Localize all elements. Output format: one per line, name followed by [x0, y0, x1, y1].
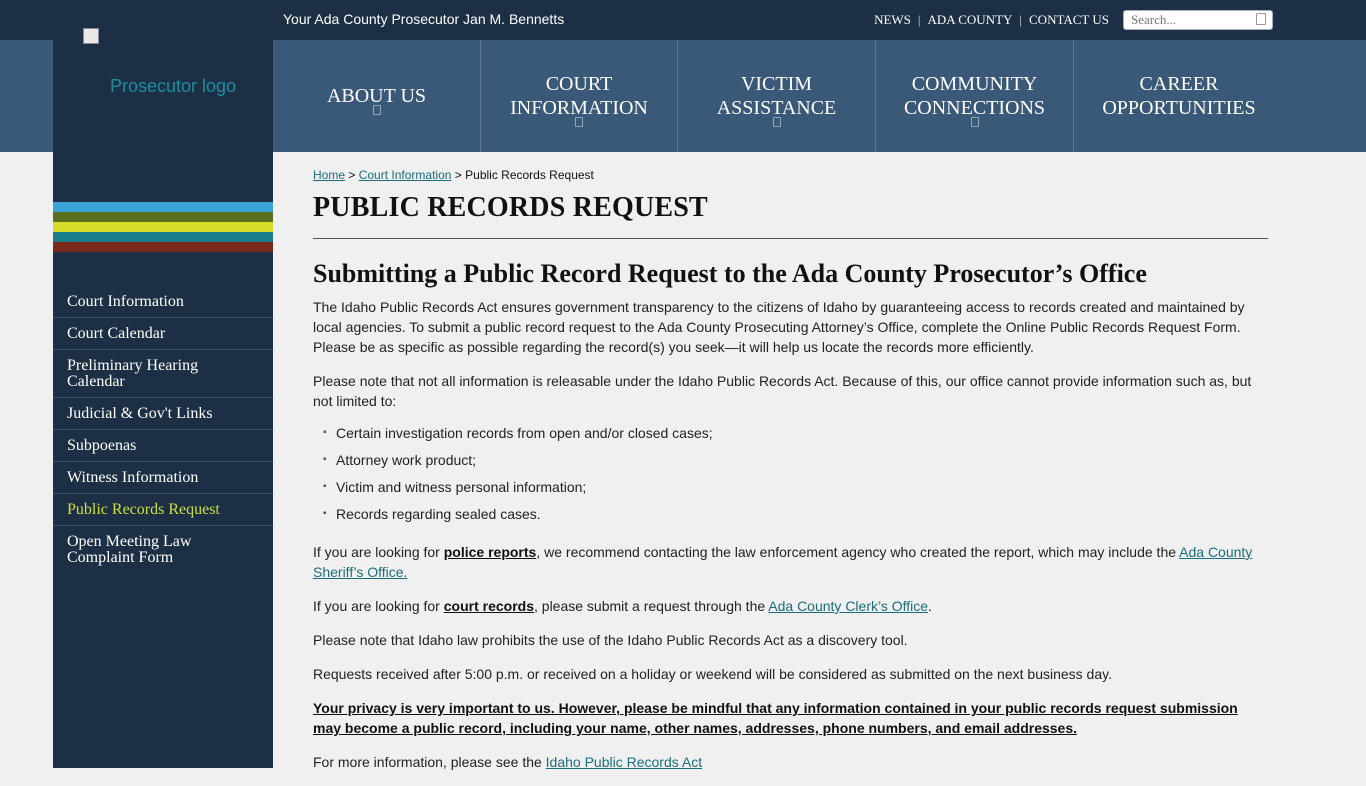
- nav-community-connections[interactable]: [876, 40, 1074, 152]
- sidebar-item-subpoenas[interactable]: Subpoenas: [53, 430, 273, 462]
- divider: |: [917, 12, 921, 27]
- privacy-notice-link[interactable]: Your privacy is very important to us. However, please be mindful that any information contained in your public records request submission may become a public record, including your name, other names, addresses, phone numbers, and email addresses.: [313, 700, 1238, 736]
- contact-us-link[interactable]: CONTACT US: [1029, 12, 1109, 27]
- news-link[interactable]: NEWS: [874, 12, 911, 27]
- stripe: [53, 212, 273, 222]
- broken-image-icon: [83, 28, 99, 44]
- limitation-note: Please note that not all information is releasable under the Idaho Public Records Act. Because of this, our office cannot provide information such as, but not limited to:: [313, 373, 1252, 409]
- stripe: [53, 222, 273, 232]
- court-records-paragraph: [313, 596, 1268, 616]
- list-item: ▪ Victim and witness personal information;: [323, 477, 1268, 497]
- main-content: [313, 168, 1268, 786]
- list-item: ▪ Records regarding sealed cases.: [323, 504, 1268, 524]
- section-heading: Submitting a Public Record Request to the Ada County Prosecutor’s Office: [313, 259, 1147, 288]
- sidebar-item-court-calendar[interactable]: Court Calendar: [53, 318, 273, 350]
- breadcrumb-separator: >: [348, 168, 356, 182]
- list-item: ▪ Certain investigation records from open and/or closed cases;: [323, 423, 1268, 443]
- search-box: [1123, 10, 1273, 30]
- privacy-notice: [313, 698, 1268, 738]
- chevron-down-icon: [373, 105, 381, 115]
- nav-victim-assistance[interactable]: [678, 40, 876, 152]
- page-title: PUBLIC RECORDS REQUEST: [313, 192, 1268, 239]
- sidebar-item-judicial-links[interactable]: Judicial & Gov't Links: [53, 398, 273, 430]
- police-reports-link[interactable]: police reports: [443, 544, 537, 560]
- nav-career-opportunities[interactable]: [1074, 40, 1284, 152]
- nav-label: CAREER OPPORTUNITIES: [1102, 73, 1256, 119]
- breadcrumb-court-information-link[interactable]: Court Information: [358, 168, 452, 182]
- divider: |: [1019, 12, 1023, 27]
- more-info-paragraph: [313, 752, 1268, 772]
- text: If you are looking for: [313, 598, 444, 614]
- nav-about-us[interactable]: [273, 40, 481, 152]
- list-item: ▪ Attorney work product;: [323, 450, 1268, 470]
- clerks-office-link[interactable]: Ada County Clerk’s Office: [768, 598, 929, 614]
- ada-county-link[interactable]: ADA COUNTY: [927, 12, 1013, 27]
- nav-label: ABOUT US: [326, 85, 427, 107]
- chevron-down-icon: [575, 117, 583, 127]
- breadcrumb-home-link[interactable]: Home: [313, 168, 346, 182]
- main-nav: [273, 40, 1284, 152]
- intro-paragraph: The Idaho Public Records Act ensures government transparency to the citizens of Idaho by guaranteeing access to records created and maintained by local agencies. To submit a public record request to the Ada County Prosecuting Attorney’s Office, complete the Online Public Records Request Form. Please be as specific as possible regarding the record(s) you seek—it will help us locate the records more efficiently.: [313, 299, 1245, 355]
- logo-alt-text: Prosecutor logo: [110, 76, 237, 96]
- police-reports-paragraph: [313, 542, 1268, 582]
- stripe: [53, 202, 273, 212]
- text: For more information, please see the: [313, 754, 546, 770]
- text: , we recommend contacting the law enforcement agency who created the report, which may include the: [536, 544, 1180, 560]
- nav-label: COURT INFORMATION: [510, 73, 648, 119]
- nav-label: VICTIM ASSISTANCE: [716, 73, 837, 119]
- search-input[interactable]: [1124, 11, 1251, 29]
- breadcrumb: [313, 168, 1268, 182]
- nav-label: COMMUNITY CONNECTIONS: [903, 73, 1046, 119]
- nav-court-information[interactable]: [481, 40, 678, 152]
- text: .: [928, 598, 932, 614]
- sidebar-item-witness-information[interactable]: Witness Information: [53, 462, 273, 494]
- text: If you are looking for: [313, 544, 444, 560]
- sheriffs-office-link[interactable]: Ada County Sheriff’s Office.: [313, 544, 1253, 580]
- sidebar-item-preliminary-hearing-calendar[interactable]: Preliminary Hearing Calendar: [53, 350, 273, 398]
- stripe: [53, 242, 273, 252]
- chevron-down-icon: [971, 117, 979, 127]
- court-records-link[interactable]: court records: [443, 598, 534, 614]
- breadcrumb-current: Public Records Request: [465, 168, 594, 182]
- breadcrumb-separator: >: [454, 168, 462, 182]
- exclusion-list: [313, 423, 1268, 524]
- search-icon[interactable]: [1256, 13, 1266, 25]
- sidebar-nav: [53, 286, 273, 573]
- color-stripes: [53, 202, 273, 252]
- chevron-down-icon: [773, 117, 781, 127]
- sidebar-item-open-meeting-complaint[interactable]: Open Meeting Law Complaint Form: [67, 533, 192, 566]
- text: , please submit a request through the: [534, 598, 769, 614]
- site-tagline: Your Ada County Prosecutor Jan M. Bennetts: [283, 11, 565, 27]
- timing-note: Requests received after 5:00 p.m. or received on a holiday or weekend will be considered as submitted on the next business day.: [313, 666, 1112, 682]
- utility-links: [874, 12, 1109, 28]
- sidebar-item-court-information[interactable]: Court Information: [53, 286, 273, 318]
- prosecutor-logo[interactable]: [83, 28, 263, 148]
- public-records-act-link[interactable]: Idaho Public Records Act: [545, 754, 703, 770]
- stripe: [53, 232, 273, 242]
- discovery-note: Please note that Idaho law prohibits the use of the Idaho Public Records Act as a discovery tool.: [313, 632, 908, 648]
- sidebar-item-public-records-request[interactable]: Public Records Request: [53, 494, 273, 526]
